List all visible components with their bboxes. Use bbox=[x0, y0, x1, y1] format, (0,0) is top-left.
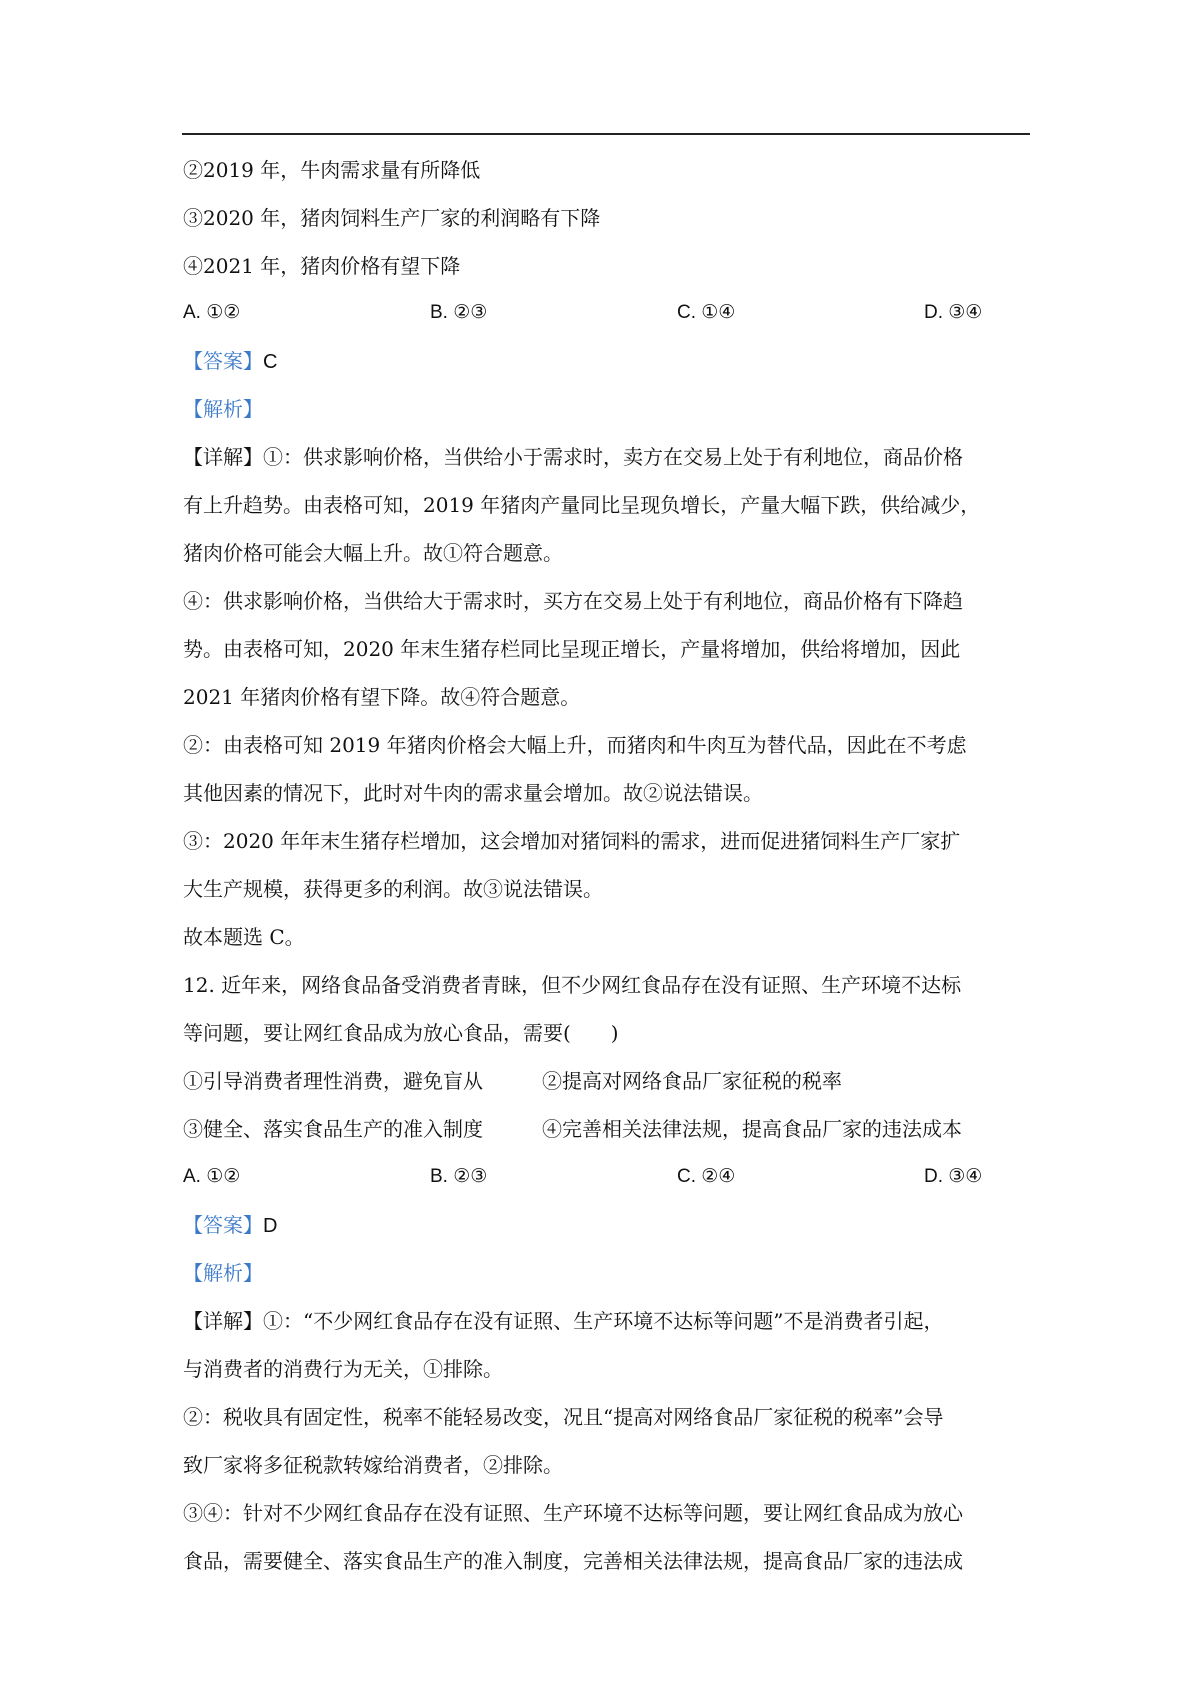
explanation-line: ②：由表格可知 2019 年猪肉价格会大幅上升，而猪肉和牛肉互为替代品，因此在不考虑 bbox=[183, 733, 967, 757]
answer-value: C bbox=[263, 351, 278, 373]
explanation-line: 有上升趋势。由表格可知，2019 年猪肉产量同比呈现负增长，产量大幅下跌，供给减少， bbox=[183, 493, 981, 517]
explanation-line: 与消费者的消费行为无关，①排除。 bbox=[183, 1357, 503, 1381]
option-c: C. ②④ bbox=[677, 1166, 736, 1187]
answer-label: 【答案】 bbox=[183, 1213, 263, 1237]
explanation-line: 猪肉价格可能会大幅上升。故①符合题意。 bbox=[183, 541, 563, 565]
choice-4: ④完善相关法律法规，提高食品厂家的违法成本 bbox=[542, 1117, 962, 1141]
explanation-line: ③④：针对不少网红食品存在没有证照、生产环境不达标等问题，要让网红食品成为放心 bbox=[183, 1501, 963, 1525]
statement-2: ②2019 年，牛肉需求量有所降低 bbox=[183, 158, 481, 182]
statement-3: ③2020 年，猪肉饲料生产厂家的利润略有下降 bbox=[183, 206, 601, 230]
analysis-label: 【解析】 bbox=[183, 397, 263, 421]
option-d: D. ③④ bbox=[924, 302, 983, 323]
option-d: D. ③④ bbox=[924, 1166, 983, 1187]
option-a: A. ①② bbox=[183, 1166, 241, 1187]
question-12-stem: 12. 近年来，网络食品备受消费者青睐，但不少网红食品存在没有证照、生产环境不达标 bbox=[183, 973, 962, 997]
explanation-line: 2021 年猪肉价格有望下降。故④符合题意。 bbox=[183, 685, 581, 709]
explanation-line: 食品，需要健全、落实食品生产的准入制度，完善相关法律法规，提高食品厂家的违法成 bbox=[183, 1549, 963, 1573]
analysis-label: 【解析】 bbox=[183, 1261, 263, 1285]
answer-line bbox=[183, 347, 277, 376]
option-b: B. ②③ bbox=[430, 1166, 488, 1187]
explanation-line: 【详解】①：供求影响价格，当供给小于需求时，卖方在交易上处于有利地位，商品价格 bbox=[183, 445, 963, 469]
conclusion-line: 故本题选 C。 bbox=[183, 925, 305, 949]
explanation-line: ④：供求影响价格，当供给大于需求时，买方在交易上处于有利地位，商品价格有下降趋 bbox=[183, 589, 963, 613]
question-12-stem: 等问题，要让网红食品成为放心食品，需要( ) bbox=[183, 1021, 619, 1045]
answer-line bbox=[183, 1211, 277, 1240]
explanation-line: 势。由表格可知，2020 年末生猪存栏同比呈现正增长，产量将增加，供给将增加，因此 bbox=[183, 637, 961, 661]
answer-value: D bbox=[263, 1215, 278, 1237]
header-rule bbox=[182, 133, 1030, 135]
explanation-line: 致厂家将多征税款转嫁给消费者，②排除。 bbox=[183, 1453, 563, 1477]
option-c: C. ①④ bbox=[677, 302, 736, 323]
option-b: B. ②③ bbox=[430, 302, 488, 323]
explanation-line: ③：2020 年年末生猪存栏增加，这会增加对猪饲料的需求，进而促进猪饲料生产厂家扩 bbox=[183, 829, 961, 853]
answer-label: 【答案】 bbox=[183, 349, 263, 373]
choice-1: ①引导消费者理性消费，避免盲从 bbox=[183, 1069, 483, 1093]
explanation-line: 其他因素的情况下，此时对牛肉的需求量会增加。故②说法错误。 bbox=[183, 781, 763, 805]
explanation-line: 大生产规模，获得更多的利润。故③说法错误。 bbox=[183, 877, 603, 901]
choice-2: ②提高对网络食品厂家征税的税率 bbox=[542, 1069, 842, 1093]
option-a: A. ①② bbox=[183, 302, 241, 323]
statement-4: ④2021 年，猪肉价格有望下降 bbox=[183, 254, 461, 278]
choice-3: ③健全、落实食品生产的准入制度 bbox=[183, 1117, 483, 1141]
explanation-line: ②：税收具有固定性，税率不能轻易改变，况且“提高对网络食品厂家征税的税率”会导 bbox=[183, 1405, 944, 1429]
explanation-line: 【详解】①：“不少网红食品存在没有证照、生产环境不达标等问题”不是消费者引起， bbox=[183, 1309, 944, 1333]
